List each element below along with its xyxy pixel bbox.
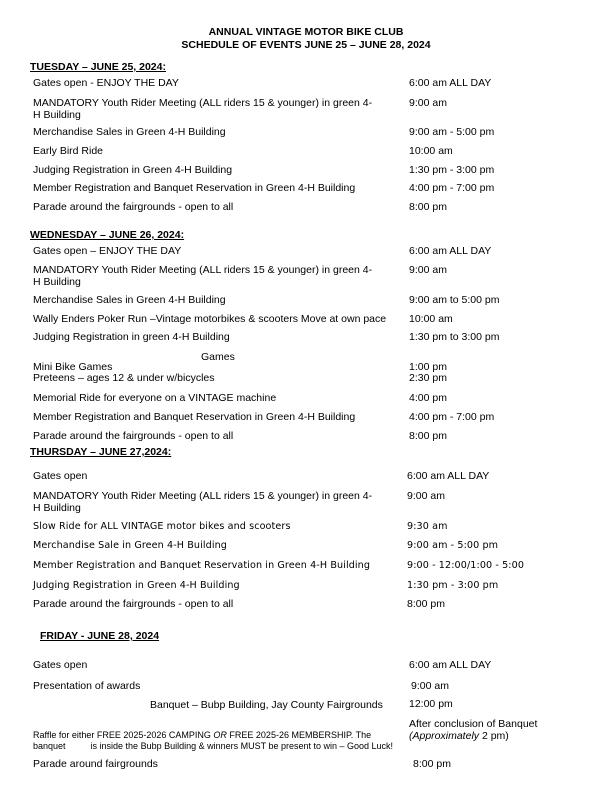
event-time: 4:00 pm (409, 392, 447, 404)
event-time: 6:00 am ALL DAY (409, 77, 492, 89)
event-label: Wally Enders Poker Run –Vintage motorbikes & scooters Move at own pace (33, 313, 387, 325)
event-label: Banquet – Bubp Building, Jay County Fairgrounds (150, 699, 383, 711)
event-label: Early Bird Ride (33, 145, 104, 157)
event-label: Gates open – ENJOY THE DAY (33, 245, 182, 257)
event-time: 8:00 pm (409, 201, 447, 213)
event-time: 12:00 pm (409, 698, 453, 710)
approximate-label: (Approximately (409, 730, 480, 742)
event-time: 10:00 am (409, 313, 453, 325)
event-label: Mini Bike Games (33, 361, 113, 373)
event-label: Member Registration and Banquet Reservation in Green 4-H Building (33, 560, 371, 571)
event-time: 2:30 pm (409, 372, 447, 384)
event-label: Merchandise Sales in Green 4-H Building (33, 126, 226, 138)
event-label: Parade around the fairgrounds - open to all (33, 598, 234, 610)
event-label: Presentation of awards (33, 680, 141, 692)
approximate-value: 2 pm) (479, 730, 509, 742)
event-label: MANDATORY Youth Rider Meeting (ALL riders 15 & younger) in green 4-H Building (33, 97, 373, 121)
event-time: 8:00 pm (409, 430, 447, 442)
banquet-time-note: After conclusion of Banquet (409, 718, 538, 730)
document-subtitle: SCHEDULE OF EVENTS JUNE 25 – JUNE 28, 2024 (181, 39, 431, 51)
event-time: 1:30 pm - 3:00 pm (409, 164, 495, 176)
event-label: Merchandise Sales in Green 4-H Building (33, 294, 226, 306)
event-time: 9:30 am (407, 521, 448, 532)
event-time: 1:30 pm to 3:00 pm (409, 331, 500, 343)
event-time: 9:00 am - 5:00 pm (407, 540, 499, 551)
event-label: Merchandise Sale in Green 4-H Building (33, 540, 227, 551)
raffle-line-2: banquet is inside the Bubp Building & winners MUST be present to win – Good Luck! (33, 741, 394, 751)
tuesday-header: TUESDAY – JUNE 25, 2024: (30, 61, 166, 73)
document-title: ANNUAL VINTAGE MOTOR BIKE CLUB (208, 26, 404, 38)
event-label: Gates open (33, 470, 88, 482)
event-label: Parade around the fairgrounds - open to all (33, 201, 234, 213)
event-label: Member Registration and Banquet Reservation in Green 4-H Building (33, 411, 356, 423)
event-time: 10:00 am (409, 145, 453, 157)
event-time: 6:00 am ALL DAY (409, 659, 492, 671)
event-label: Judging Registration in green 4-H Building (33, 331, 230, 343)
event-time: 1:30 pm - 3:00 pm (407, 580, 499, 591)
event-time: 4:00 pm - 7:00 pm (409, 182, 495, 194)
event-label: Preteens – ages 12 & under w/bicycles (33, 372, 215, 384)
raffle-line-1: Raffle for either FREE 2025-2026 CAMPING OR FREE 2025-26 MEMBERSHIP. The (33, 730, 372, 740)
event-label: Judging Registration in Green 4-H Building (33, 164, 233, 176)
event-label: Slow Ride for ALL VINTAGE motor bikes and scooters (33, 521, 291, 532)
event-label: Gates open - ENJOY THE DAY (33, 77, 179, 89)
event-time: 1:00 pm (409, 361, 447, 373)
event-time: 9:00 am (411, 680, 449, 692)
friday-header: FRIDAY - JUNE 28, 2024 (40, 630, 160, 642)
event-label: Memorial Ride for everyone on a VINTAGE machine (33, 392, 277, 404)
event-time: 9:00 am - 5:00 pm (409, 126, 495, 138)
event-time: 9:00 am (407, 490, 445, 502)
approximate-time (409, 731, 509, 743)
event-label: Judging Registration in Green 4-H Building (33, 580, 240, 591)
games-label: Games (201, 351, 235, 363)
event-label: Parade around fairgrounds (33, 758, 158, 770)
event-label: MANDATORY Youth Rider Meeting (ALL riders 15 & younger) in green 4-H Building (33, 490, 373, 514)
thursday-header: THURSDAY – JUNE 27,2024: (30, 446, 172, 458)
event-label: Member Registration and Banquet Reservation in Green 4-H Building (33, 182, 356, 194)
wednesday-header: WEDNESDAY – JUNE 26, 2024: (30, 229, 185, 241)
event-time: 6:00 am ALL DAY (409, 245, 492, 257)
event-time: 8:00 pm (413, 758, 451, 770)
event-time: 4:00 pm - 7:00 pm (409, 411, 495, 423)
event-time: 9:00 - 12:00/1:00 - 5:00 (407, 560, 525, 571)
event-time: 9:00 am to 5:00 pm (409, 294, 500, 306)
event-time: 6:00 am ALL DAY (407, 470, 490, 482)
event-time: 9:00 am (409, 97, 447, 109)
event-label: MANDATORY Youth Rider Meeting (ALL riders 15 & younger) in green 4-H Building (33, 264, 373, 288)
event-label: Gates open (33, 659, 88, 671)
event-time: 9:00 am (409, 264, 447, 276)
event-label: Parade around the fairgrounds - open to all (33, 430, 234, 442)
event-time: 8:00 pm (407, 598, 445, 610)
